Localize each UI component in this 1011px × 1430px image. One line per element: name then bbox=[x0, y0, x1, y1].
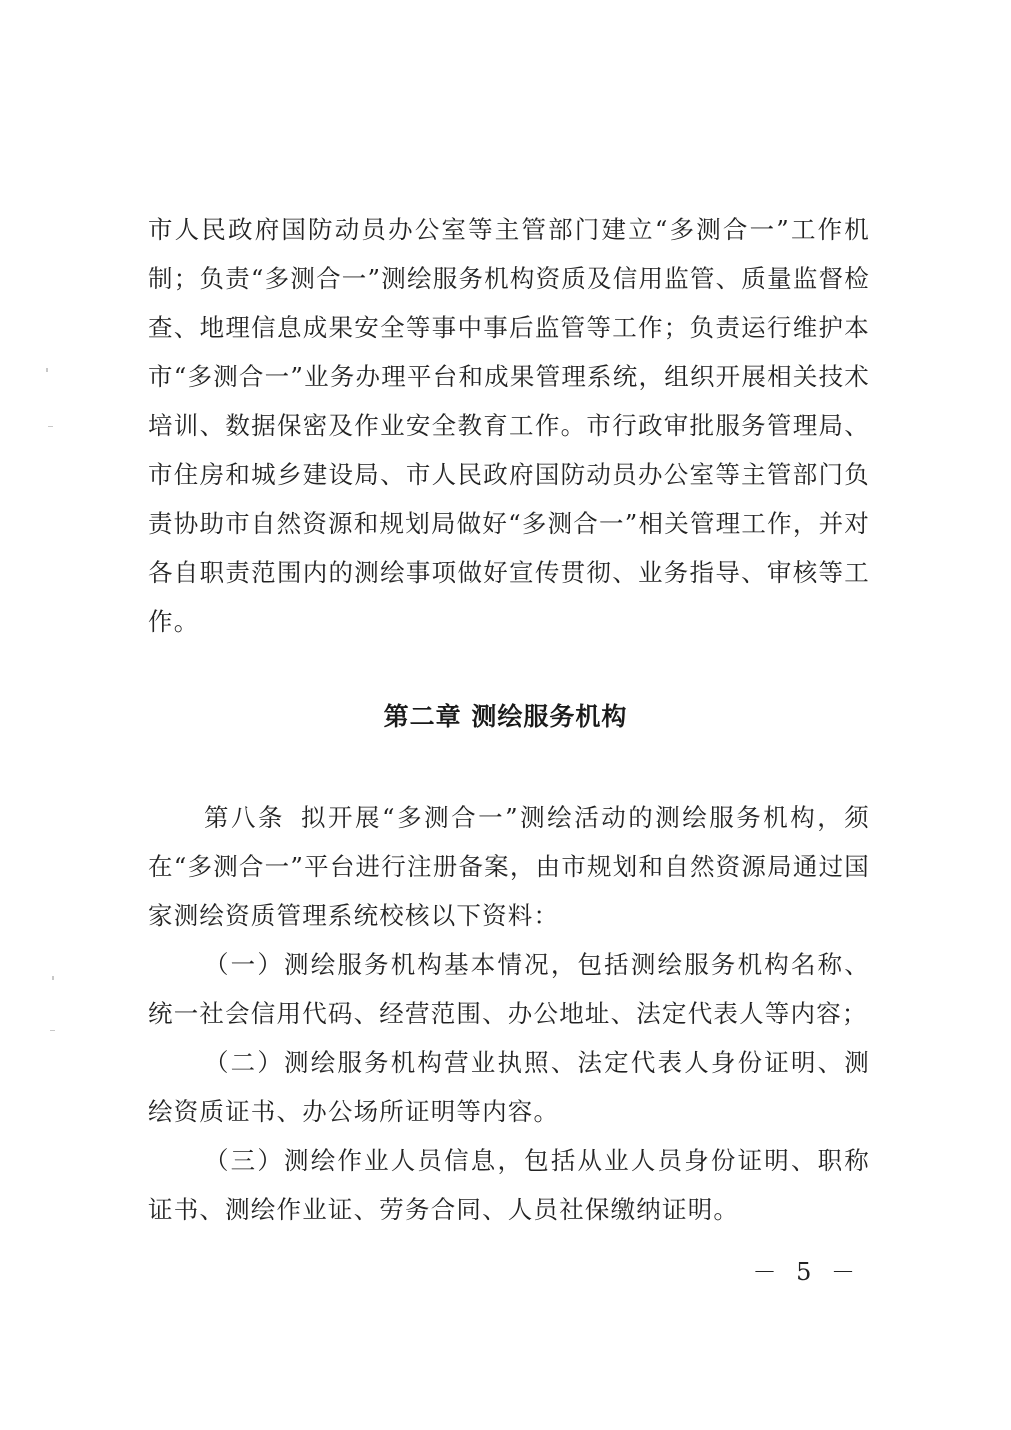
article-section bbox=[148, 793, 870, 1234]
article-item-1: （一）测绘服务机构基本情况，包括测绘服务机构名称、统一社会信用代码、经营范围、办公地址、法定代表人等内容； bbox=[148, 950, 870, 1028]
article-item-2: （二）测绘服务机构营业执照、法定代表人身份证明、测绘资质证书、办公场所证明等内容。 bbox=[148, 1048, 870, 1126]
article-item-3: （三）测绘作业人员信息，包括从业人员身份证明、职称证书、测绘作业证、劳务合同、人员社保缴纳证明。 bbox=[148, 1146, 870, 1224]
chapter-title: 第二章 测绘服务机构 bbox=[383, 702, 628, 731]
article-text: 拟开展“多测合一”测绘活动的测绘服务机构，须在“多测合一”平台进行注册备案，由市规划和自然资源局通过国家测绘资质管理系统校核以下资料： bbox=[148, 803, 870, 930]
scan-speck bbox=[48, 426, 53, 427]
body-paragraph: 市人民政府国防动员办公室等主管部门建立“多测合一”工作机制；负责“多测合一”测绘服务机构资质及信用监管、质量监督检查、地理信息成果安全等事中事后监管等工作；负责运行维护本市“多测合一”业务办理平台和成果管理系统，组织开展相关技术培训、数据保密及作业安全教育工作。市行政审批服务管理局、市住房和城乡建设局、市人民政府国防动员办公室等主管部门负责协助市自然资源和规划局做好“多测合一”相关管理工作，并对各自职责范围内的测绘事项做好宣传贯彻、业务指导、审核等工作。 bbox=[148, 215, 870, 636]
article-intro bbox=[148, 793, 870, 940]
scan-speck bbox=[46, 368, 48, 372]
article-number: 第八条 bbox=[204, 803, 286, 832]
page-number: － 5 － bbox=[752, 1258, 861, 1286]
scan-speck bbox=[50, 1030, 55, 1031]
scan-speck bbox=[52, 976, 54, 980]
